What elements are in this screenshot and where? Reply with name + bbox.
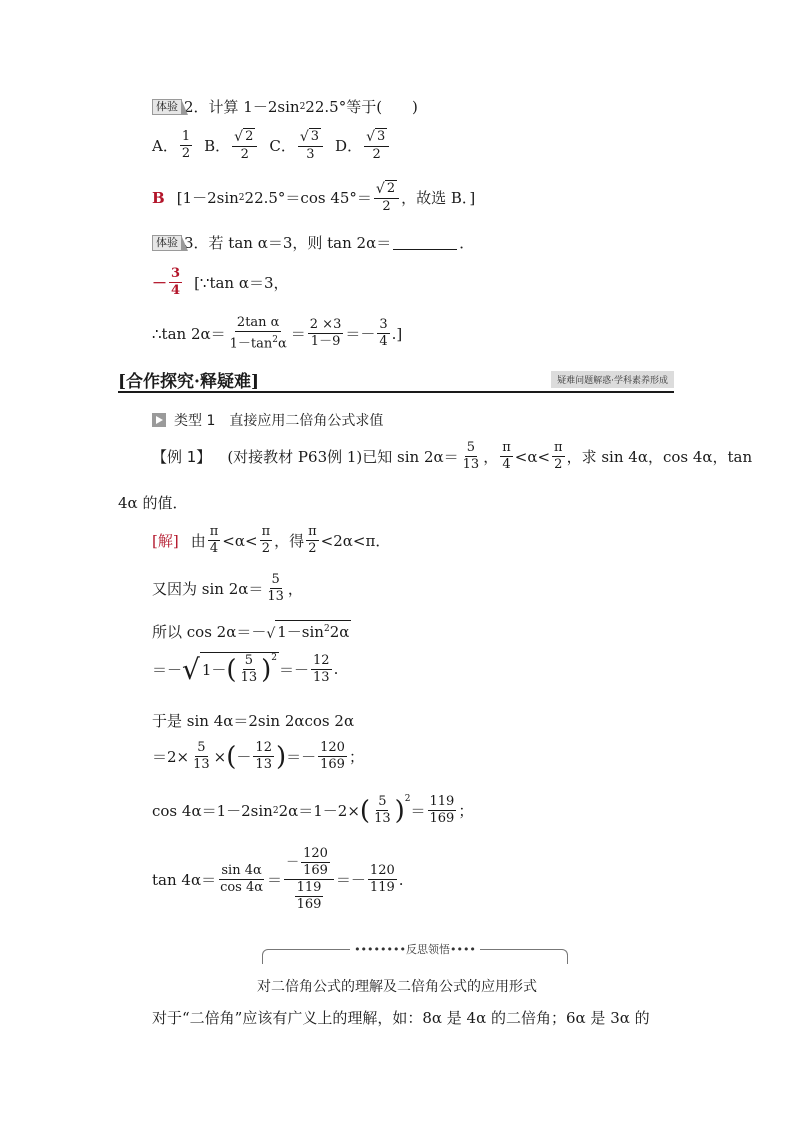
q2-stem: 体验 2．计算 1－2sin 2 22.5°等于( ) <box>152 96 418 117</box>
example-1: 【例 1】 (对接教材 P63例 1)已知 sin 2α＝ $\frac{5}{13}$ ， $\frac{\pi}{4}$ <α< $\frac{\pi}{2}$ ，求 sin 4α，cos 4α，tan <box>152 440 753 472</box>
solution-line-2: 又因为 sin 2α＝ $\frac{5}{13}$ ， <box>152 572 303 604</box>
solution-line-5: 于是 sin 4α＝2sin 2αcos 2α <box>152 712 355 730</box>
section-title: [合作探究·释疑难] <box>118 371 260 392</box>
q3-answer: － $\frac{3}{4}$ [∵tan α＝3， <box>152 266 289 298</box>
reflection-paragraph: 对于“二倍角”应该有广义上的理解，如：8α 是 4α 的二倍角；6α 是 3α 的 <box>152 1009 650 1027</box>
reflection-title: 对二倍角公式的理解及二倍角公式的应用形式 <box>257 979 537 995</box>
q2-answer: B <box>152 188 165 207</box>
reflection-box <box>262 943 568 964</box>
solution-line-7: cos 4α＝1－2sin 2 2α＝1－2× ( $\frac{5}{13}$ ) $^2$ ＝ $\frac{119}{169}$ ； <box>152 794 474 826</box>
example-label: 【例 1】 <box>152 448 212 466</box>
option-b-fraction: √ 2 2 <box>232 128 257 163</box>
q3-stem: 体验 3．若 tan α＝3，则 tan 2α＝ ． <box>152 232 474 253</box>
solution-line-4: ＝－ √ 1－ ( $\frac{5}{13}$ ) $^2$ ＝－ $\frac{12}{13}$ . <box>152 652 339 686</box>
option-a-fraction: $\frac{1}{2}$ <box>181 129 191 161</box>
sqrt-icon: √ <box>375 181 385 197</box>
sqrt-icon: √ <box>182 653 200 686</box>
tiyan-tag: 体验 <box>152 235 182 251</box>
tiyan-tag: 体验 <box>152 99 182 115</box>
reflection-label: ••••••••反思领悟•••• <box>350 941 480 955</box>
solution-label: [解] <box>152 532 179 550</box>
q3-answer-fraction: $\frac{3}{4}$ <box>171 266 181 298</box>
q2-options: A． $\frac{1}{2}$ B． √ 2 2 C． √ 3 3 D． √ 3 2 <box>152 128 391 163</box>
option-c-fraction: √ 3 3 <box>298 128 323 163</box>
section-header <box>118 367 674 393</box>
answer-blank <box>393 235 457 250</box>
sqrt-icon: √ <box>266 626 276 642</box>
sqrt-icon: √ <box>234 129 244 145</box>
play-icon <box>152 413 166 427</box>
sqrt-icon: √ <box>366 129 375 145</box>
solution-line-6: ＝2× $\frac{5}{13}$ × ( － $\frac{12}{13}$ ) ＝－ $\frac{120}{169}$ ； <box>152 740 364 772</box>
option-d-fraction: √ 3 2 <box>364 128 389 163</box>
example-1-cont: 4α 的值． <box>118 494 188 512</box>
sqrt-icon: √ <box>299 129 309 145</box>
q3-solution: ∴tan 2α＝ $\frac{\text{2tan α}}{1-\tan^2\alpha}$ ＝ $\frac{2 \times 3}{1-9}$ ＝－ $\frac{3}{4}$ .] <box>152 315 403 352</box>
solution-line-1: [解] 由 $\frac{\pi}{4}$ <α< $\frac{\pi}{2}$ ，得 $\frac{\pi}{2}$ <2α<π． <box>152 524 391 556</box>
solution-line-8: tan 4α＝ $\frac{\sin 4\alpha}{\cos 4\alpha}$ ＝ － $\frac{120}{169}$ $\frac{119}{169}$ ＝－ $\frac{120}{119}$ . <box>152 846 404 912</box>
q2-solution: B [1－2sin 2 22.5°＝cos 45°＝ √ 2 2 ，故选 B．] <box>152 181 476 214</box>
section-subtitle: 疑难问题解惑·学科素养形成 <box>551 371 674 388</box>
type-heading: 类型 1 直接应用二倍角公式求值 <box>152 410 383 430</box>
solution-line-3: 所以 cos 2α＝－ √ $1-\sin^22\alpha$ <box>152 620 351 642</box>
